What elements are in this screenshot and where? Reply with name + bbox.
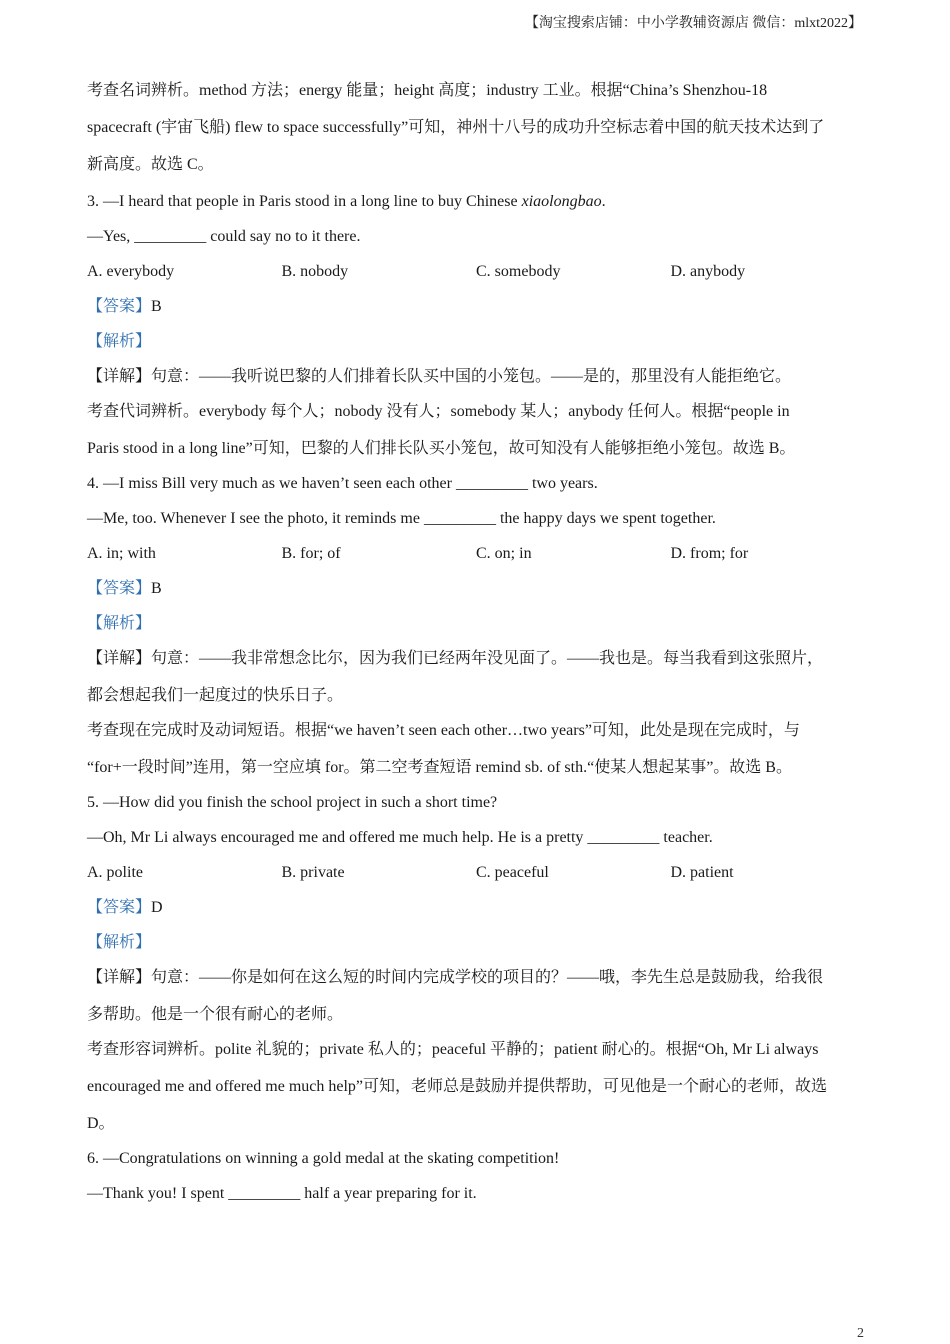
- q3-stem: 3. —I heard that people in Paris stood in a long line to buy Chinese xiaolongbao.: [87, 193, 606, 210]
- answer-label: 【答案】: [87, 899, 152, 916]
- q3-detail-line-3: Paris stood in a long line”可知，巴黎的人们排长队买小笼包，故可知没有人能够拒绝小笼包。故选 B。: [87, 440, 796, 457]
- q5-option-c: C. peaceful: [476, 864, 549, 881]
- q3-answer-value: B: [151, 298, 162, 315]
- q4-option-b: B. for; of: [281, 545, 341, 562]
- q3-detail-line-1: 【详解】句意：——我听说巴黎的人们排着长队买中国的小笼包。——是的，那里没有人能拒绝它。: [87, 368, 792, 385]
- q5-response: —Oh, Mr Li always encouraged me and offered me much help. He is a pretty _________ teacher.: [87, 829, 713, 846]
- answer-label: 【答案】: [87, 298, 152, 315]
- q3-italic-word: xiaolongbao: [521, 193, 602, 210]
- page-header: 【淘宝搜索店铺：中小学教辅资源店 微信：mlxt2022】: [524, 16, 862, 31]
- q4-stem: 4. —I miss Bill very much as we haven’t seen each other _________ two years.: [87, 475, 598, 492]
- page-number: 2: [857, 1326, 864, 1341]
- q3-option-a: A. everybody: [87, 263, 175, 280]
- q3-detail-line-2: 考查代词辨析。everybody 每个人；nobody 没有人；somebody 某人；anybody 任何人。根据“people in: [87, 403, 790, 420]
- q3-options: [87, 257, 865, 292]
- q3-option-c: C. somebody: [476, 263, 561, 280]
- q4-analysis-label: 【解析】: [87, 615, 152, 632]
- q5-detail-line-3: 考查形容词辨析。polite 礼貌的；private 私人的；peaceful 平静的；patient 耐心的。根据“Oh, Mr Li always: [87, 1041, 819, 1058]
- q4-option-a: A. in; with: [87, 545, 156, 562]
- q3-analysis-label: 【解析】: [87, 333, 152, 350]
- answer-label: 【答案】: [87, 580, 152, 597]
- q3-response: —Yes, _________ could say no to it there.: [87, 228, 361, 245]
- q5-detail-line-2: 多帮助。他是一个很有耐心的老师。: [87, 1006, 344, 1023]
- q2-analysis-line-1: 考查名词辨析。method 方法；energy 能量；height 高度；industry 工业。根据“China’s Shenzhou-18: [87, 82, 768, 99]
- q4-detail-line-2: 都会想起我们一起度过的快乐日子。: [87, 687, 344, 704]
- q5-option-d: D. patient: [670, 864, 734, 881]
- q2-analysis-line-2: spacecraft (宇宙飞船) flew to space successfully”可知，神州十八号的成功升空标志着中国的航天技术达到了: [87, 119, 825, 136]
- q5-options: [87, 858, 865, 893]
- q5-stem: 5. —How did you finish the school project in such a short time?: [87, 794, 498, 811]
- q4-detail-line-4: “for+一段时间”连用，第一空应填 for。第二空考查短语 remind sb. of sth.“使某人想起某事”。故选 B。: [87, 759, 792, 776]
- q5-detail-line-4: encouraged me and offered me much help”可知，老师总是鼓励并提供帮助，可见他是一个耐心的老师，故选: [87, 1078, 828, 1095]
- q4-answer: [87, 574, 865, 609]
- q5-option-b: B. private: [281, 864, 345, 881]
- q6-stem: 6. —Congratulations on winning a gold medal at the skating competition!: [87, 1150, 560, 1167]
- q5-answer-value: D: [151, 899, 163, 916]
- q5-detail-line-5: D。: [87, 1115, 115, 1132]
- q4-answer-value: B: [151, 580, 162, 597]
- q4-options: [87, 539, 865, 574]
- q5-answer: [87, 893, 865, 928]
- q2-analysis-line-3: 新高度。故选 C。: [87, 156, 214, 173]
- q3-answer: [87, 292, 865, 327]
- q3-option-d: D. anybody: [670, 263, 746, 280]
- q4-detail-line-1: 【详解】句意：——我非常想念比尔，因为我们已经两年没见面了。——我也是。每当我看到这张照片，: [87, 650, 824, 667]
- q4-option-c: C. on; in: [476, 545, 532, 562]
- q5-option-a: A. polite: [87, 864, 143, 881]
- q5-analysis-label: 【解析】: [87, 934, 152, 951]
- q3-option-b: B. nobody: [281, 263, 349, 280]
- q5-detail-line-1: 【详解】句意：——你是如何在这么短的时间内完成学校的项目的？——哦，李先生总是鼓励我，给我很: [87, 969, 824, 986]
- q6-response: —Thank you! I spent _________ half a year preparing for it.: [87, 1185, 477, 1202]
- q4-option-d: D. from; for: [670, 545, 749, 562]
- q4-response: —Me, too. Whenever I see the photo, it reminds me _________ the happy days we spent together.: [87, 510, 716, 527]
- document-body: [87, 76, 865, 1214]
- q4-detail-line-3: 考查现在完成时及动词短语。根据“we haven’t seen each other…two years”可知，此处是现在完成时，与: [87, 722, 800, 739]
